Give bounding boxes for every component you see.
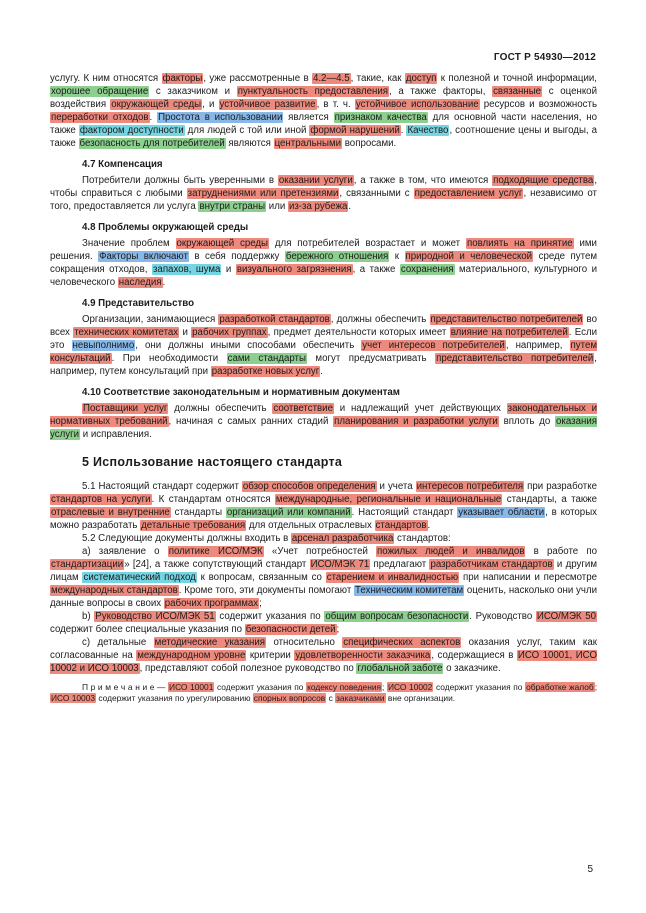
text-run: . [348, 201, 352, 212]
highlighted-text: общим вопросам безопасности [325, 611, 469, 622]
text-run: оценить, насколько они учли данные вопросы в своих [50, 585, 598, 609]
text-run: » [24], а также сопутствующий стандарт [124, 559, 310, 570]
text-run: для основной части населения, но также [50, 112, 597, 136]
paragraph [50, 402, 597, 441]
text-run: предлагают [370, 559, 430, 570]
highlighted-text: представительство потребителей [436, 353, 594, 364]
highlighted-text: Простота в использовании [158, 112, 283, 123]
highlighted-text: международном уровне [137, 650, 246, 661]
text-run: о заказчике. [443, 663, 501, 674]
page-number: 5 [587, 864, 593, 875]
highlighted-text: внутри страны [199, 201, 266, 212]
text-run: стандартов: [394, 533, 451, 544]
highlighted-text: связанные [493, 86, 542, 97]
text-run: в работе по [525, 546, 597, 557]
text-run: «Учет потребностей [263, 546, 377, 557]
highlighted-text: арсенал разработчика [291, 533, 394, 544]
text-run: , в которых можно разработать [50, 507, 597, 531]
highlighted-text: представительство потребителей [430, 314, 583, 325]
paragraph [50, 480, 597, 532]
highlighted-text: обработке жалоб [526, 682, 594, 692]
document-code-header: ГОСТ Р 54930—2012 [493, 52, 596, 63]
text-run: с [326, 693, 336, 703]
text-run: . [162, 277, 166, 288]
highlighted-text: путем консультаций [50, 340, 597, 364]
text-run: содержит указания по [214, 682, 307, 692]
text-run: . К стандартам относятся [151, 494, 275, 505]
paragraph [50, 72, 597, 150]
text-run: ресурсов и возможность [479, 99, 597, 110]
highlighted-text: устойчивое развитие [219, 99, 316, 110]
highlighted-text: формой нарушений [310, 125, 400, 136]
text-run: . Руководство [469, 611, 536, 622]
text-run: , чтобы справиться с любыми [50, 175, 598, 199]
highlighted-text: детальные требования [141, 520, 246, 531]
text-run: , а также факторы, [389, 86, 493, 97]
text-run: . [427, 520, 431, 531]
highlighted-text: пунктуальность предоставления [237, 86, 388, 97]
highlighted-text: окружающей среды [111, 99, 202, 110]
text-run: с) детальные [82, 637, 154, 648]
text-run: Организации, занимающиеся [82, 314, 219, 325]
paragraph [50, 313, 597, 378]
highlighted-text: природной и человеческой [405, 251, 533, 262]
text-run: ; [259, 598, 262, 609]
text-run: Значение проблем [82, 238, 176, 249]
text-run: при разработке [524, 481, 597, 492]
text-run: , например, путем консультаций при [50, 353, 597, 377]
document-body [50, 72, 597, 704]
highlighted-text: Факторы включают [99, 251, 188, 262]
text-run: , представляют собой полезное руководство по [139, 663, 357, 674]
section-heading [50, 456, 597, 469]
text-run: и исправления. [80, 429, 152, 440]
highlighted-text: международные, региональные и национальные [275, 494, 502, 505]
text-run: . Настоящий стандарт [351, 507, 458, 518]
highlighted-text: влияние на потребителей [450, 327, 568, 338]
highlighted-text: удовлетворенности заказчика [295, 650, 431, 661]
text-run: П р и м е ч а н и е — [82, 682, 169, 692]
text-run: содержит указания по [433, 682, 526, 692]
highlighted-text: пожилых людей и инвалидов [377, 546, 525, 557]
highlighted-text: затруднениями или претензиями [187, 188, 339, 199]
highlighted-text: кодексу поведения [307, 682, 382, 692]
subsection-heading [50, 221, 597, 234]
highlighted-text: подходящие средства [493, 175, 594, 186]
highlighted-text: ИСО 10001 [169, 682, 214, 692]
text-run: могут предусматривать [306, 353, 436, 364]
text-run: во всех [50, 314, 597, 338]
text-run: вплоть до [498, 416, 556, 427]
text-run: к полезной и точной информации, [437, 73, 597, 84]
highlighted-text: технических комитетах [74, 327, 179, 338]
text-run: ; [382, 682, 388, 692]
highlighted-text: заказчиками [336, 693, 385, 703]
text-run: материального, культурного и человеческого [50, 264, 597, 288]
highlighted-text: оказания услуги [50, 416, 597, 440]
highlighted-text: систематический подход [83, 572, 196, 583]
highlighted-text: стандартов на услуги [51, 494, 151, 505]
text-run: среде путем сокращения отходов, [50, 251, 597, 275]
highlighted-text: Поставщики услуг [83, 403, 168, 414]
highlighted-text: ИСО 10003 [51, 693, 96, 703]
text-run: является [283, 112, 334, 123]
highlighted-text: факторы [162, 73, 203, 84]
text-run: и надлежащий учет действующих [334, 403, 507, 414]
text-run: вопросами. [342, 138, 397, 149]
text-run: 4.8 Проблемы окружающей среды [82, 222, 249, 233]
text-run: , содержащиеся в [431, 650, 517, 661]
highlighted-text: фактором доступности [79, 125, 184, 136]
text-run: ; [336, 624, 340, 635]
highlighted-text: рабочих программах [164, 598, 259, 609]
highlighted-text: ИСО/МЭК 71 [310, 559, 370, 570]
text-run: , связанными с [339, 188, 414, 199]
text-run: к [389, 251, 405, 262]
highlighted-text: стандартов [375, 520, 427, 531]
highlighted-text: глобальной заботе [357, 663, 443, 674]
highlighted-text: запахов, шума [152, 264, 221, 275]
highlighted-text: учет интересов потребителей [362, 340, 505, 351]
subsection-heading [50, 297, 597, 310]
text-run: , например, [505, 340, 570, 351]
text-run: , такие, как [350, 73, 405, 84]
text-run: относительно [266, 637, 343, 648]
text-run: . [400, 125, 407, 136]
text-run: с оценкой воздействия [50, 86, 597, 110]
text-run: содержит более специальные указания по [50, 624, 245, 635]
text-run: . [149, 112, 158, 123]
text-run: стандарты [170, 507, 226, 518]
paragraph [50, 532, 597, 545]
highlighted-text: интересов потребителя [416, 481, 524, 492]
text-run: содержит указания по урегулированию [96, 693, 253, 703]
highlighted-text: сами стандарты [227, 353, 306, 364]
highlighted-text: устойчивое использование [355, 99, 479, 110]
paragraph [50, 636, 597, 675]
highlighted-text: планирования и разработки услуги [334, 416, 498, 427]
text-run: 4.7 Компенсация [82, 159, 163, 170]
highlighted-text: из-за рубежа [288, 201, 348, 212]
text-run: оказания услуг, таким как согласованные на [50, 637, 597, 661]
text-run: должны обеспечить [168, 403, 273, 414]
text-run: , и [202, 99, 219, 110]
highlighted-text: центральными [274, 138, 342, 149]
text-run: услугу. К ним относятся [50, 73, 162, 84]
highlighted-text: Техническим комитетам [355, 585, 464, 596]
highlighted-text: предоставлением услуг [414, 188, 523, 199]
text-run: стандарты, а также [502, 494, 597, 505]
highlighted-text: соответствие [273, 403, 333, 414]
text-run: b) [82, 611, 95, 622]
text-run: , независимо от того, предоставляется ли услуга [50, 188, 597, 212]
highlighted-text: безопасности детей [245, 624, 336, 635]
highlighted-text: окружающей среды [176, 238, 269, 249]
highlighted-text: оказании услуги [278, 175, 353, 186]
highlighted-text: ИСО/МЭК 50 [536, 611, 597, 622]
text-run: Потребители должны быть уверенными в [82, 175, 278, 186]
text-run: , соотношение цены и выгоды, а также [50, 125, 598, 149]
text-run: и другим лицам [50, 559, 597, 583]
highlighted-text: рабочих группах [192, 327, 267, 338]
highlighted-text: ИСО 10002 [388, 682, 433, 692]
highlighted-text: отраслевые и внутренние [51, 507, 170, 518]
highlighted-text: бережного отношения [285, 251, 389, 262]
highlighted-text: ИСО 10001, ИСО 10002 и ИСО 10003 [50, 650, 597, 674]
text-run: , в т. ч. [316, 99, 355, 110]
text-run: являются [225, 138, 274, 149]
highlighted-text: безопасность для потребителей [79, 138, 225, 149]
highlighted-text: специфических аспектов [343, 637, 461, 648]
highlighted-text: методические указания [154, 637, 266, 648]
text-run: ; [594, 682, 598, 692]
highlighted-text: 4.2—4.5 [312, 73, 350, 84]
highlighted-text: спорных вопросов [253, 693, 326, 703]
text-run: для отдельных отраслевых [246, 520, 375, 531]
highlighted-text: указывает области [458, 507, 545, 518]
highlighted-text: наследия [118, 277, 162, 288]
text-run: 5.1 Настоящий стандарт содержит [82, 481, 242, 492]
highlighted-text: доступ [405, 73, 437, 84]
text-run: 5 Использование настоящего стандарта [82, 455, 343, 469]
highlighted-text: сохранения [400, 264, 454, 275]
subsection-heading [50, 386, 597, 399]
text-run: с заказчиком и [149, 86, 237, 97]
subsection-heading [50, 158, 597, 171]
highlighted-text: невыполнимо [72, 340, 135, 351]
highlighted-text: старением и инвалидностью [326, 572, 459, 583]
text-run: в себя поддержку [188, 251, 285, 262]
text-run: содержит указания по [215, 611, 325, 622]
text-run: 5.2 Следующие документы должны входить в [82, 533, 291, 544]
text-run: к вопросам, связанным со [196, 572, 326, 583]
highlighted-text: повлиять на принятие [466, 238, 573, 249]
highlighted-text: разработке новых услуг [211, 366, 320, 377]
highlighted-text: организаций или компаний [226, 507, 351, 518]
paragraph [50, 174, 597, 213]
text-run: вне организации. [385, 693, 456, 703]
paragraph [50, 237, 597, 289]
text-run: для потребителей возрастает и может [269, 238, 466, 249]
text-run: или [266, 201, 288, 212]
highlighted-text: разработкой стандартов [219, 314, 330, 325]
highlighted-text: хорошее обращение [51, 86, 149, 97]
text-run: и [179, 327, 192, 338]
text-run: 4.10 Соответствие законодательным и нормативным документам [82, 387, 400, 398]
text-run: . Кроме того, эти документы помогают [178, 585, 355, 596]
text-run: при написании и пересмотре [459, 572, 597, 583]
text-run: , предмет деятельности которых имеет [267, 327, 450, 338]
text-run: и учета [376, 481, 416, 492]
text-run: , а также [352, 264, 400, 275]
text-run: . При необходимости [111, 353, 227, 364]
text-run: . Если это [50, 327, 598, 351]
text-run: и [221, 264, 236, 275]
paragraph [50, 545, 597, 610]
text-run: . [320, 366, 323, 377]
text-run: критерии [246, 650, 295, 661]
text-run: , должны обеспечить [330, 314, 430, 325]
highlighted-text: разработчикам стандартов [430, 559, 553, 570]
text-run: , они должны иными способами обеспечить [135, 340, 362, 351]
note-paragraph [50, 682, 597, 704]
highlighted-text: международных стандартов [51, 585, 178, 596]
text-run: а) заявление о [82, 546, 168, 557]
paragraph [50, 610, 597, 636]
highlighted-text: обзор способов определения [242, 481, 376, 492]
text-run: , уже рассмотренные в [203, 73, 312, 84]
highlighted-text: Руководство ИСО/МЭК 51 [95, 611, 215, 622]
highlighted-text: признаком качества [334, 112, 427, 123]
text-run: 4.9 Представительство [82, 298, 194, 309]
highlighted-text: стандартизации [51, 559, 124, 570]
text-run: , начиная с самых ранних стадий [168, 416, 334, 427]
highlighted-text: переработки отходов [51, 112, 149, 123]
text-run: для людей с той или иной [184, 125, 310, 136]
highlighted-text: Качество [407, 125, 449, 136]
text-run: , а также в том, что имеются [353, 175, 493, 186]
highlighted-text: политике ИСО/МЭК [168, 546, 263, 557]
highlighted-text: законодательных и нормативных требований [50, 403, 597, 427]
highlighted-text: визуального загрязнения [236, 264, 352, 275]
text-run: ими решения. [50, 238, 597, 262]
